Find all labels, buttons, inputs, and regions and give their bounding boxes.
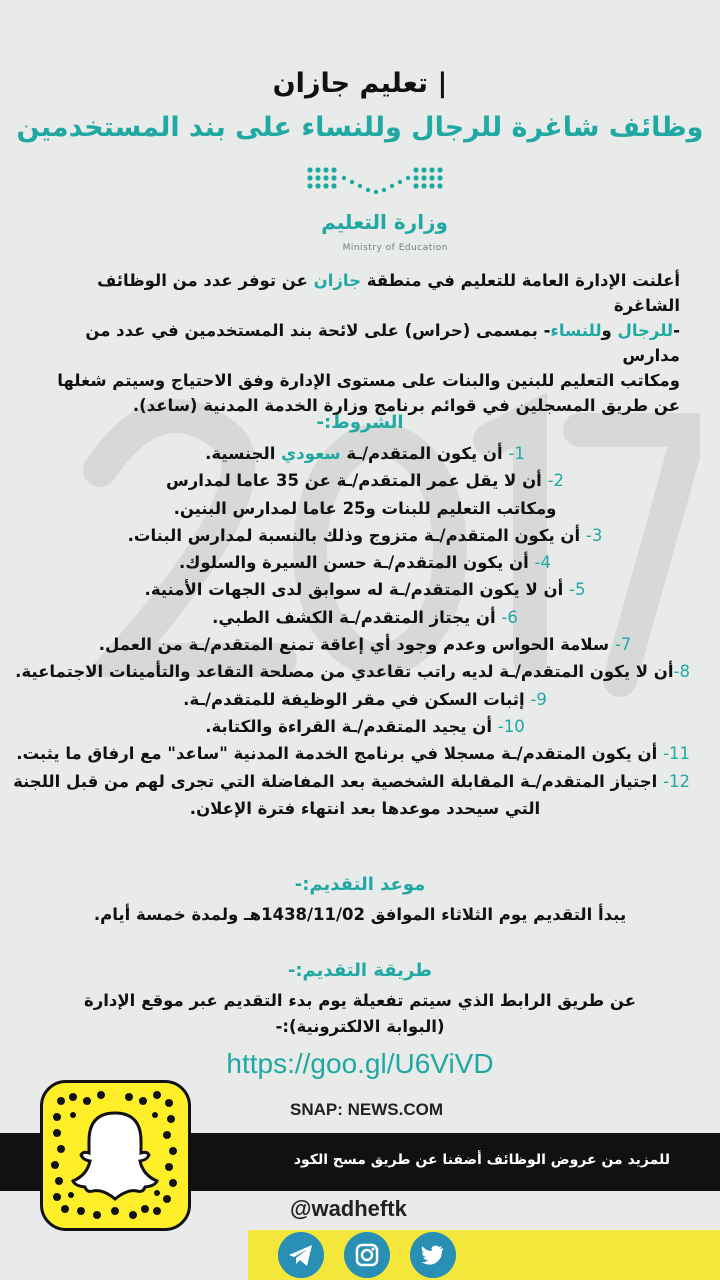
condition-item (16, 740, 690, 767)
intro-line-3: ومكاتب التعليم للبنين والبنات على مستوى الإدارة وفق الاحتياج وسيتم شغلها (57, 371, 680, 390)
condition-text: اجتياز المتقدم/ـة المقابلة الشخصية بعد المفاضلة التي تجرى لهم من قبل اللجنة (13, 771, 664, 791)
snapcode[interactable] (40, 1080, 191, 1231)
twitter-icon[interactable] (410, 1232, 456, 1278)
condition-text: سلامة الحواس وعدم وجود أي إعاقة تمنع المتقدم/ـة من العمل. (98, 635, 615, 655)
instagram-icon[interactable] (344, 1232, 390, 1278)
condition-number: 5- (568, 580, 586, 600)
women-highlight: للنساء (550, 321, 602, 340)
intro-text: و (601, 321, 618, 340)
condition-item (40, 713, 690, 740)
condition-item (40, 495, 690, 522)
region-name: جازان (313, 271, 361, 290)
condition-text: إثبات السكن في مقر الوظيفة للمتقدم/ـة. (183, 689, 531, 709)
condition-item (40, 631, 690, 658)
intro-text: أعلنت الإدارة العامة للتعليم في منطقة (360, 271, 680, 290)
condition-item (40, 795, 690, 822)
condition-number: 4- (534, 553, 551, 573)
account-handle: @wadheftk (290, 1196, 407, 1221)
intro-text: عن توفر عدد من الوظائف الشاغرة (97, 271, 680, 315)
men-highlight: للرجال (617, 321, 674, 340)
intro-paragraph (40, 268, 680, 418)
method-heading: طريقة التقديم:- (287, 960, 433, 981)
condition-number: 7- (614, 635, 632, 655)
condition-number: 12- (663, 771, 690, 791)
condition-text: أن يكون المتقدم/ـة مسجلا في برنامج الخدمة المدنية "ساعد" مع ارفاق ما يثبت. (16, 744, 664, 764)
condition-number: 8- (673, 662, 690, 682)
intro-line-2 (40, 318, 680, 368)
condition-item (40, 604, 690, 631)
condition-number: 2- (547, 471, 565, 491)
intro-text: - بمسمى (حراس) على لائحة بند المستخدمين في عدد من مدارس (85, 321, 680, 365)
condition-text: التي سيحدد موعدها بعد انتهاء فترة الإعلان. (189, 798, 541, 818)
ministry-name-en: Ministry of Education (342, 243, 448, 253)
schedule-text: يبدأ التقديم يوم الثلاثاء الموافق 1438/11/02هـ ولمدة خمسة أيام. (93, 905, 627, 924)
condition-item (40, 467, 690, 494)
intro-line-4: عن طريق المسجلين في قوائم برنامج وزارة الخدمة المدنية (ساعد). (132, 396, 680, 415)
condition-item (13, 768, 690, 795)
schedule-heading: موعد التقديم:- (294, 874, 426, 895)
condition-text: أن يكون المتقدم/ـة حسن السيرة والسلوك. (179, 553, 535, 573)
intro-line-1 (40, 268, 680, 318)
condition-text: ومكاتب التعليم للبنات و25 عاما لمدارس البنين. (173, 498, 557, 518)
page-subtitle: وظائف شاغرة للرجال وللنساء على بند المستخدمين (16, 112, 704, 143)
page-title: تعليم جازان | (272, 68, 448, 99)
condition-text: الجنسية. (205, 444, 282, 463)
apply-link[interactable]: https://goo.gl/U6ViVD (226, 1048, 494, 1079)
condition-item (40, 549, 690, 576)
condition-item (40, 576, 690, 603)
condition-number: 11- (663, 744, 690, 764)
snap-account: SNAP: NEWS.COM (290, 1100, 443, 1119)
condition-text: أن يكون المتقدم/ـة (340, 444, 509, 463)
condition-text: أن يجتاز المتقدم/ـة الكشف الطبي. (212, 607, 502, 627)
condition-text: أن لا يكون المتقدم/ـة لديه راتب تقاعدي من مصلحة التقاعد والتأمينات الاجتماعية. (15, 662, 674, 682)
ministry-name-ar: وزارة التعليم (321, 210, 448, 234)
condition-text: أن يجيد المتقدم/ـة القراءة والكتابة. (205, 716, 498, 736)
condition-item (40, 440, 690, 467)
method-line-2: (البوابة الالكترونية):- (275, 1017, 445, 1036)
condition-item (15, 658, 690, 685)
condition-item (40, 686, 690, 713)
footer-bar-text: للمزيد من عروض الوظائف أضفنا عن طريق مسح الكود (293, 1152, 670, 1168)
condition-text: أن يكون المتقدم/ـة متزوج وذلك بالنسبة لمدارس البنات. (127, 525, 586, 545)
method-text (40, 988, 680, 1040)
snapcode-dots (43, 1083, 188, 1228)
conditions-list (13, 440, 690, 822)
condition-item (40, 522, 690, 549)
condition-number: 6- (501, 607, 518, 627)
condition-number: 3- (585, 525, 603, 545)
condition-number: 10- (497, 716, 525, 736)
condition-text: أن لا يقل عمر المتقدم/ـة عن 35 عاما لمدارس (165, 471, 548, 491)
telegram-icon[interactable] (278, 1232, 324, 1278)
conditions-heading: الشروط:- (316, 412, 404, 433)
method-line-1: عن طريق الرابط الذي سيتم تفعيلة يوم بدء التقديم عبر موقع الإدارة (84, 991, 636, 1010)
condition-highlight: سعودي (281, 444, 341, 463)
intro-text: - (673, 321, 680, 340)
condition-text: أن لا يكون المتقدم/ـة له سوابق لدى الجهات الأمنية. (144, 580, 569, 600)
condition-number: 9- (530, 689, 547, 709)
condition-number: 1- (508, 444, 525, 463)
